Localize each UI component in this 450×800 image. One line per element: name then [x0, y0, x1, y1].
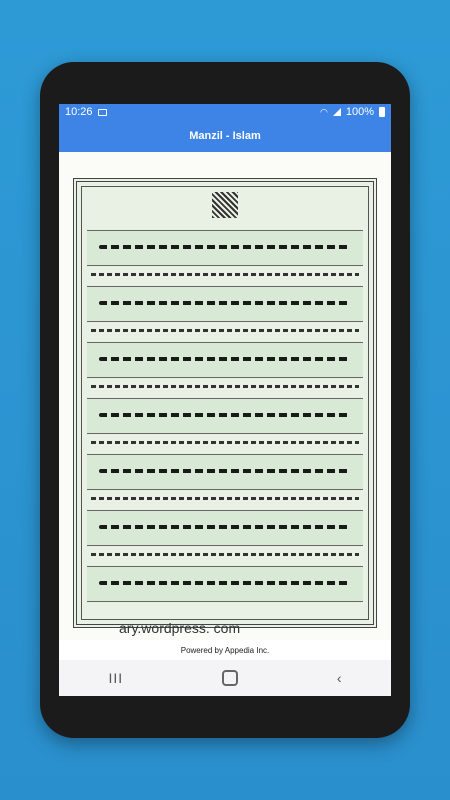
- battery-level: 100%: [345, 106, 374, 118]
- verse-line: [87, 566, 363, 602]
- powered-by-text: Powered by Appedia Inc.: [180, 645, 270, 655]
- powered-by-footer: [59, 640, 391, 660]
- verse-line: [87, 398, 363, 434]
- system-nav-bar: [59, 660, 391, 696]
- translation-line: [91, 548, 359, 562]
- watermark-text: ary.wordpress. com: [119, 620, 241, 636]
- image-notification-icon: [98, 109, 107, 116]
- app-bar: [59, 120, 391, 152]
- decorative-frame: [73, 178, 377, 628]
- translation-line: [91, 380, 359, 394]
- verse-line: [87, 230, 363, 266]
- verse-line: [87, 510, 363, 546]
- translation-line: [91, 268, 359, 282]
- back-button[interactable]: ‹: [336, 670, 342, 686]
- translation-line: [91, 324, 359, 338]
- ornament-icon: [212, 192, 238, 218]
- status-time: 10:26: [65, 106, 93, 118]
- verse-line: [87, 454, 363, 490]
- battery-icon: [379, 107, 385, 117]
- app-screen: [59, 104, 391, 696]
- home-button[interactable]: [222, 670, 238, 686]
- recents-button[interactable]: III: [108, 670, 124, 686]
- app-title: Manzil - Islam: [189, 130, 261, 142]
- status-bar: [59, 104, 391, 120]
- verse-line: [87, 342, 363, 378]
- verse-line: [87, 286, 363, 322]
- translation-line: [91, 436, 359, 450]
- signal-icon: [333, 108, 341, 116]
- wifi-icon: ◠: [320, 106, 328, 117]
- scripture-page-image[interactable]: [59, 152, 391, 640]
- translation-line: [91, 492, 359, 506]
